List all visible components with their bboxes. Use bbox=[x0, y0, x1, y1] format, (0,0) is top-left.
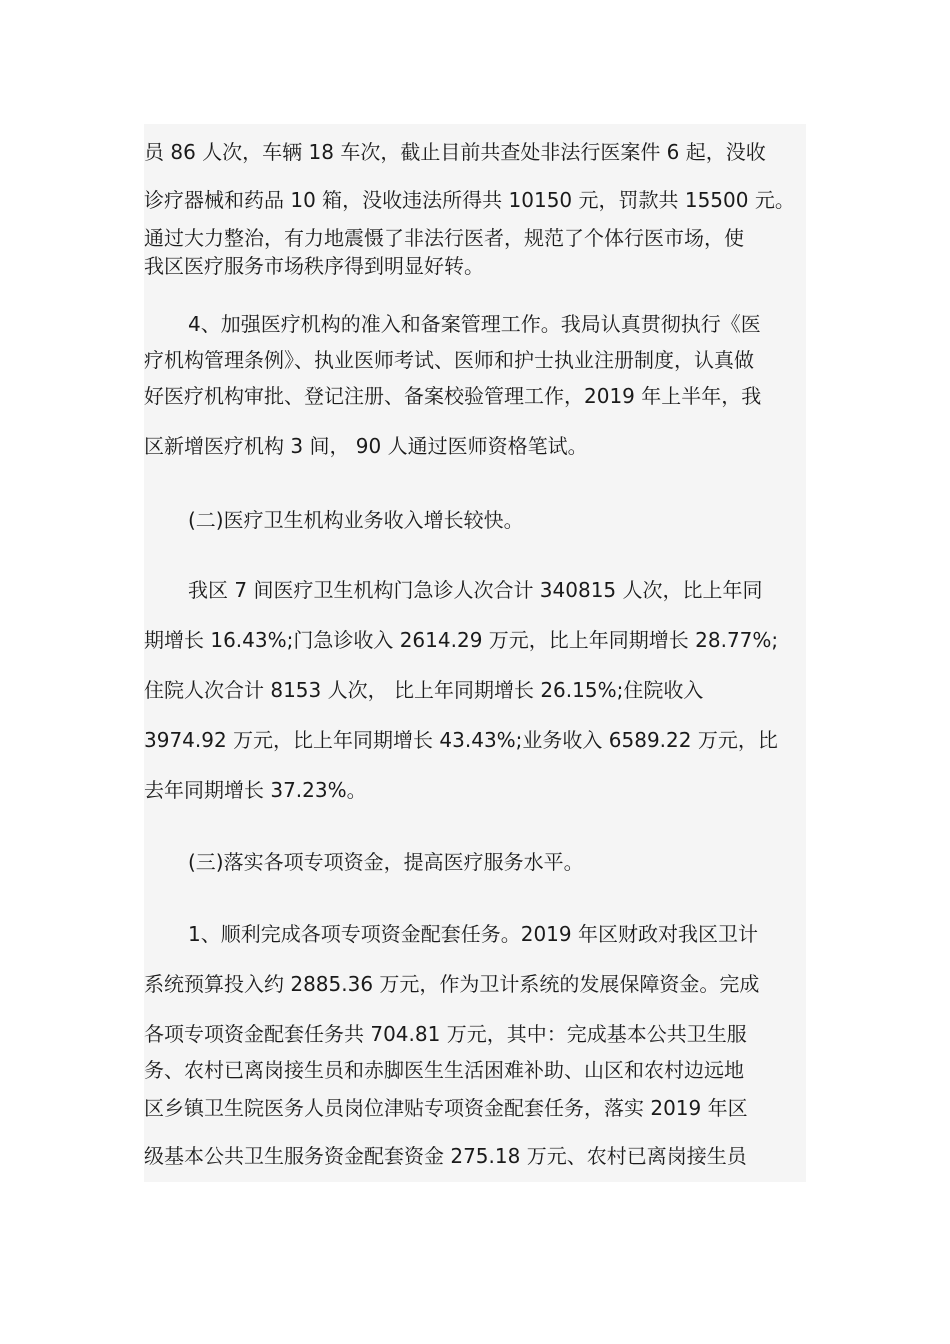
body-line: 系统预算投入约 2885.36 万元，作为卫计系统的发展保障资金。完成 bbox=[144, 972, 760, 996]
body-line: 去年同期增长 37.23%。 bbox=[144, 778, 367, 802]
body-line: 疗机构管理条例》、执业医师考试、医师和护士执业注册制度，认真做 bbox=[144, 348, 754, 372]
body-line: 诊疗器械和药品 10 箱，没收违法所得共 10150 元，罚款共 15500 元。 bbox=[144, 188, 795, 212]
body-line: 员 86 人次，车辆 18 车次，截止目前共查处非法行医案件 6 起，没收 bbox=[144, 140, 766, 164]
body-line: 我区医疗服务市场秩序得到明显好转。 bbox=[144, 254, 484, 278]
body-line: 区新增医疗机构 3 间， 90 人通过医师资格笔试。 bbox=[144, 434, 588, 458]
paragraph-start-line: 我区 7 间医疗卫生机构门急诊人次合计 340815 人次，比上年同 bbox=[188, 578, 763, 602]
body-line: 各项专项资金配套任务共 704.81 万元，其中：完成基本公共卫生服 bbox=[144, 1022, 747, 1046]
body-line: 务、农村已离岗接生员和赤脚医生生活困难补助、山区和农村边远地 bbox=[144, 1058, 744, 1082]
body-line: 级基本公共卫生服务资金配套资金 275.18 万元、农村已离岗接生员 bbox=[144, 1144, 747, 1168]
paragraph-start-line: 4、加强医疗机构的准入和备案管理工作。我局认真贯彻执行《医 bbox=[188, 312, 761, 336]
section-heading: (三)落实各项专项资金，提高医疗服务水平。 bbox=[188, 850, 584, 874]
body-line: 好医疗机构审批、登记注册、备案校验管理工作，2019 年上半年，我 bbox=[144, 384, 762, 408]
body-line: 3974.92 万元，比上年同期增长 43.43%;业务收入 6589.22 万元，比 bbox=[144, 728, 778, 752]
body-line: 区乡镇卫生院医务人员岗位津贴专项资金配套任务，落实 2019 年区 bbox=[144, 1096, 748, 1120]
section-heading: (二)医疗卫生机构业务收入增长较快。 bbox=[188, 508, 524, 532]
paragraph-start-line: 1、顺利完成各项专项资金配套任务。2019 年区财政对我区卫计 bbox=[188, 922, 758, 946]
body-line: 住院人次合计 8153 人次， 比上年同期增长 26.15%;住院收入 bbox=[144, 678, 704, 702]
body-line: 期增长 16.43%;门急诊收入 2614.29 万元，比上年同期增长 28.77%; bbox=[144, 628, 779, 652]
body-line: 通过大力整治，有力地震慑了非法行医者，规范了个体行医市场，使 bbox=[144, 226, 744, 250]
